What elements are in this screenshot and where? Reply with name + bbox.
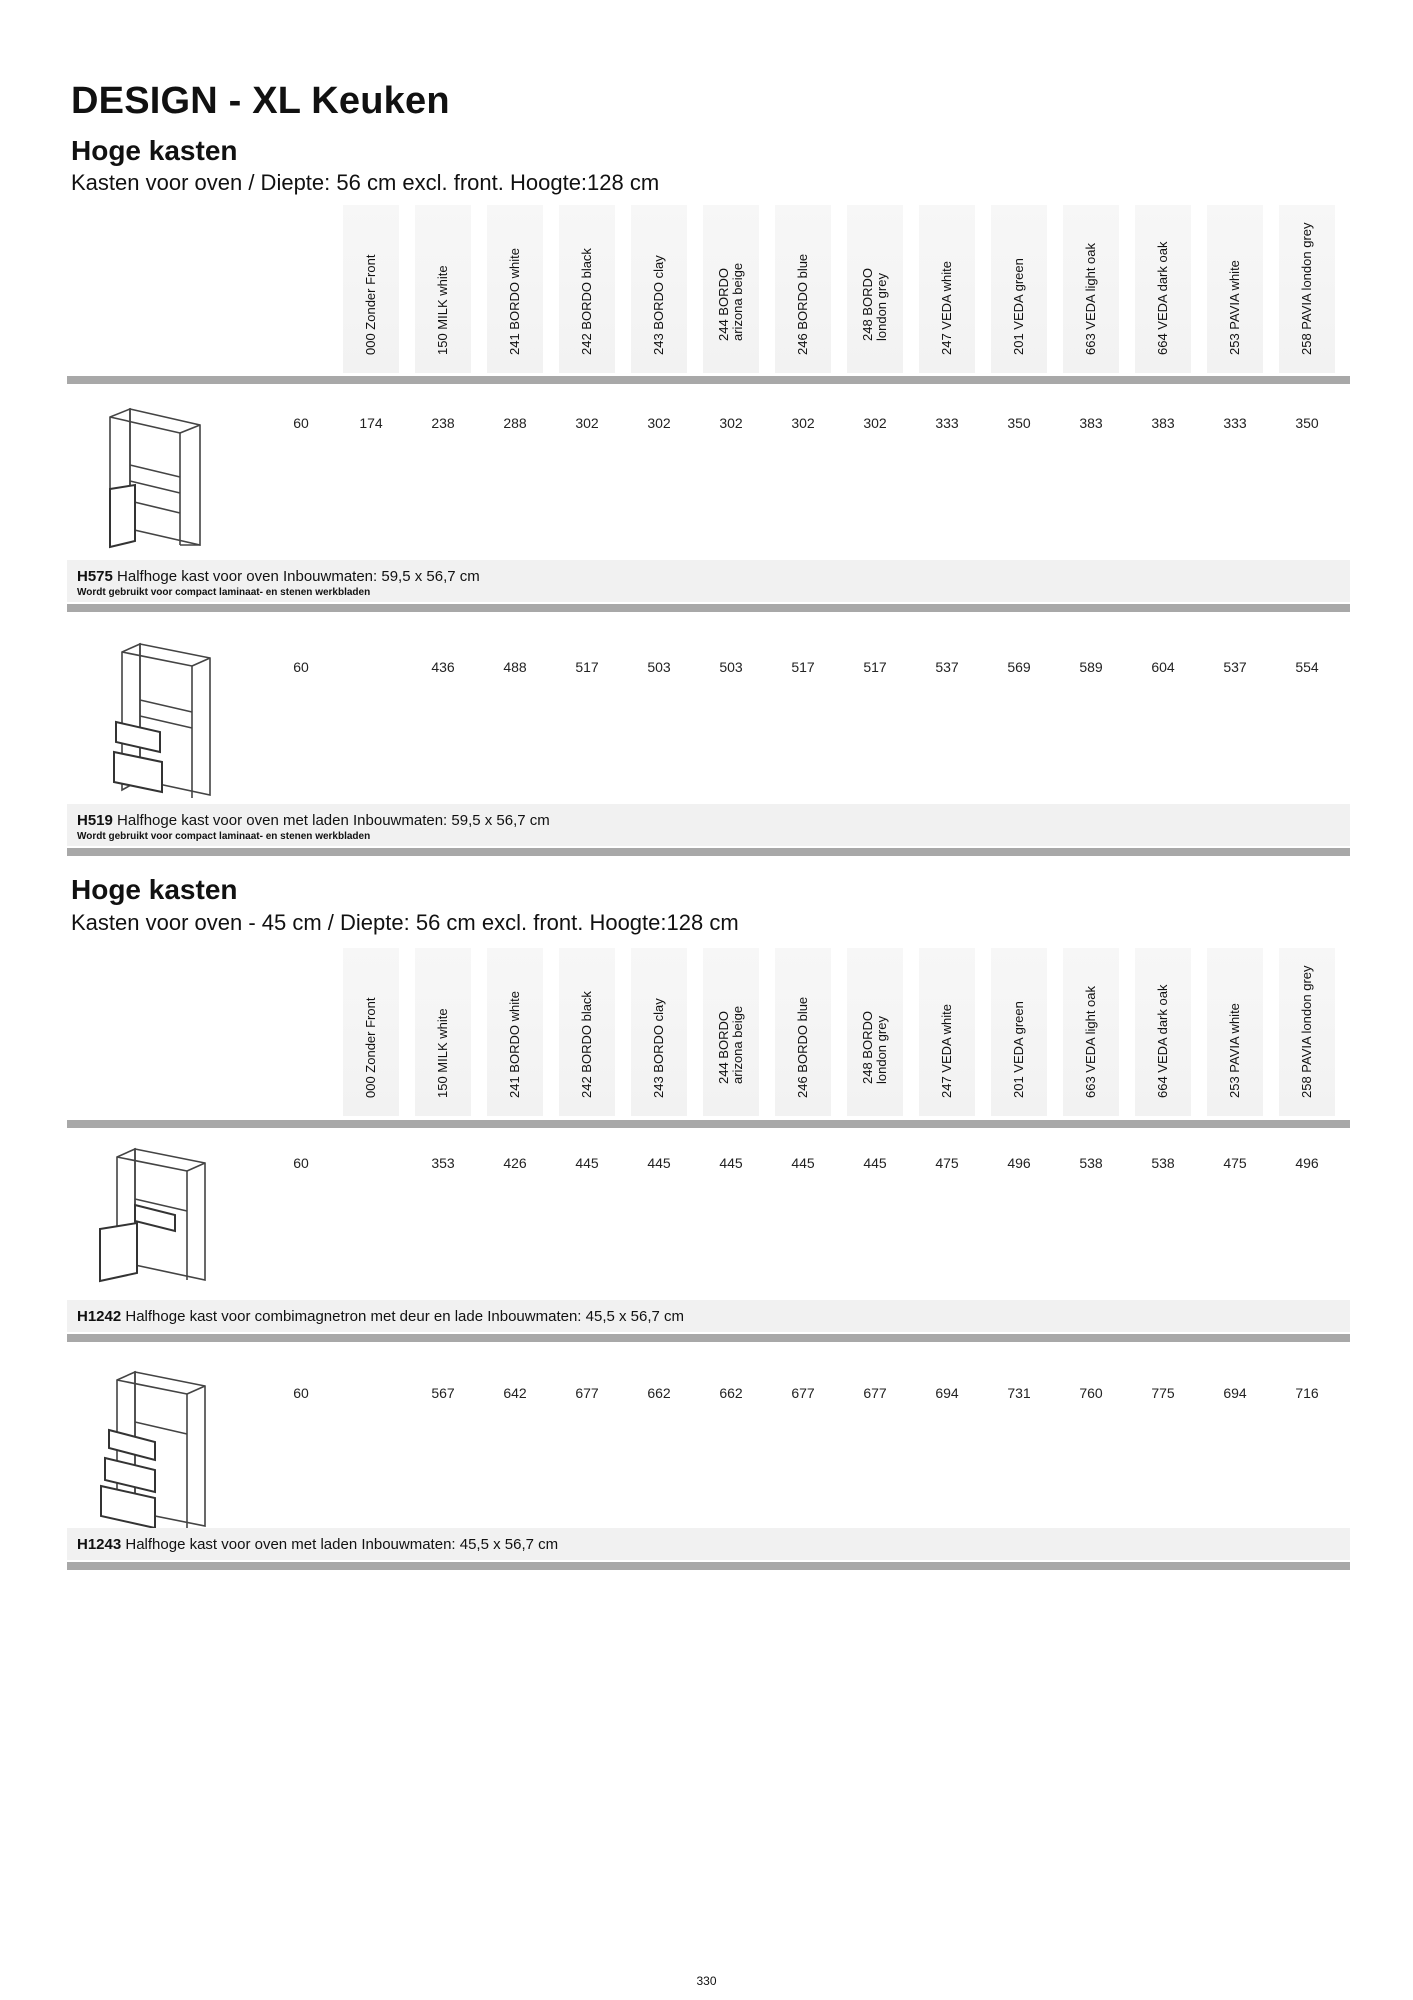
price-cell: 350 (1295, 415, 1319, 431)
column-header (919, 948, 975, 1116)
price-cell: 642 (503, 1385, 527, 1401)
price-cell: 537 (1223, 659, 1247, 675)
column-header (631, 205, 687, 373)
price-cell: 604 (1151, 659, 1175, 675)
column-header-label: 247 VEDA white (939, 261, 954, 355)
column-header (559, 205, 615, 373)
divider (67, 1562, 1350, 1570)
column-header-label: 241 BORDO white (507, 248, 522, 355)
cabinet-illustration-icon (90, 405, 220, 550)
price-cell: 350 (1007, 415, 1031, 431)
column-header-label: 201 VEDA green (1011, 1001, 1026, 1098)
price-cell: 538 (1079, 1155, 1103, 1171)
price-cell: 475 (1223, 1155, 1247, 1171)
divider (67, 848, 1350, 856)
product-caption (67, 1528, 1350, 1560)
price-cell: 333 (1223, 415, 1247, 431)
product-description: Halfhoge kast voor oven met laden Inbouwmaten: 45,5 x 56,7 cm (125, 1536, 559, 1553)
price-cell: 488 (503, 659, 527, 675)
price-cell: 302 (863, 415, 887, 431)
column-header (343, 948, 399, 1116)
price-cell: 677 (791, 1385, 815, 1401)
column-header-label: 663 VEDA light oak (1083, 242, 1098, 355)
column-header (1207, 948, 1263, 1116)
column-header (343, 205, 399, 373)
product-description: Halfhoge kast voor combimagnetron met deur en lade Inbouwmaten: 45,5 x 56,7 cm (125, 1308, 685, 1325)
width-value: 60 (293, 1155, 309, 1171)
price-cell: 445 (719, 1155, 743, 1171)
product-note: Wordt gebruikt voor compact laminaat- en stenen werkbladen (77, 831, 371, 842)
divider (67, 604, 1350, 612)
width-value: 60 (293, 659, 309, 675)
column-header-label: 244 BORDO arizona beige (716, 1005, 745, 1084)
width-value: 60 (293, 415, 309, 431)
column-header-label: 663 VEDA light oak (1083, 985, 1098, 1098)
price-cell: 496 (1295, 1155, 1319, 1171)
price-cell: 775 (1151, 1385, 1175, 1401)
section-subheading: Kasten voor oven / Diepte: 56 cm excl. front. Hoogte:128 cm (71, 170, 660, 195)
column-header (415, 948, 471, 1116)
column-header (1063, 205, 1119, 373)
column-header-label: 247 VEDA white (939, 1004, 954, 1098)
price-cell: 238 (431, 415, 455, 431)
price-cell: 537 (935, 659, 959, 675)
width-value: 60 (293, 1385, 309, 1401)
cabinet-illustration-icon (95, 1145, 215, 1285)
column-header (631, 948, 687, 1116)
column-header-label: 246 BORDO blue (795, 253, 810, 355)
price-cell: 677 (575, 1385, 599, 1401)
product-description: Halfhoge kast voor oven met laden Inbouwmaten: 59,5 x 56,7 cm (117, 812, 550, 829)
column-header (1135, 205, 1191, 373)
column-header-label: 246 BORDO blue (795, 996, 810, 1098)
column-header-label: 150 MILK white (435, 1008, 450, 1098)
price-cell: 662 (719, 1385, 743, 1401)
column-header-label: 242 BORDO black (579, 991, 594, 1098)
section-subheading: Kasten voor oven - 45 cm / Diepte: 56 cm excl. front. Hoogte:128 cm (71, 910, 739, 935)
page-number: 330 (696, 1974, 717, 1988)
price-cell: 302 (719, 415, 743, 431)
column-header (1279, 948, 1335, 1116)
cabinet-illustration-icon (110, 640, 220, 800)
column-header (1063, 948, 1119, 1116)
price-cell: 569 (1007, 659, 1031, 675)
column-header-label: 241 BORDO white (507, 991, 522, 1098)
column-header-label: 253 PAVIA white (1227, 260, 1242, 355)
column-header-label: 000 Zonder Front (363, 997, 378, 1098)
column-header-label: 242 BORDO black (579, 248, 594, 355)
column-header (775, 205, 831, 373)
price-cell: 445 (791, 1155, 815, 1171)
price-cell: 677 (863, 1385, 887, 1401)
price-cell: 302 (647, 415, 671, 431)
column-header (703, 948, 759, 1116)
column-header-label: 243 BORDO clay (651, 998, 666, 1098)
product-code: H1242 (77, 1308, 122, 1325)
column-header-label: 248 BORDO london grey (860, 1011, 889, 1084)
price-cell: 475 (935, 1155, 959, 1171)
column-header (1135, 948, 1191, 1116)
column-header (703, 205, 759, 373)
column-header-label: 150 MILK white (435, 265, 450, 355)
cabinet-illustration-icon (95, 1368, 215, 1533)
column-header-label: 000 Zonder Front (363, 254, 378, 355)
divider (67, 1120, 1350, 1128)
price-cell: 436 (431, 659, 455, 675)
price-cell: 517 (791, 659, 815, 675)
price-cell: 503 (647, 659, 671, 675)
price-cell: 517 (863, 659, 887, 675)
price-cell: 589 (1079, 659, 1103, 675)
price-cell: 731 (1007, 1385, 1031, 1401)
product-description: Halfhoge kast voor oven Inbouwmaten: 59,5 x 56,7 cm (117, 568, 480, 585)
price-cell: 383 (1079, 415, 1103, 431)
divider (67, 1334, 1350, 1342)
price-cell: 302 (575, 415, 599, 431)
price-cell: 496 (1007, 1155, 1031, 1171)
price-cell: 302 (791, 415, 815, 431)
price-cell: 760 (1079, 1385, 1103, 1401)
column-header (775, 948, 831, 1116)
price-cell: 174 (359, 415, 383, 431)
column-header (991, 948, 1047, 1116)
price-cell: 716 (1295, 1385, 1319, 1401)
column-header (487, 205, 543, 373)
price-cell: 288 (503, 415, 527, 431)
column-header-label: 664 VEDA dark oak (1155, 984, 1170, 1098)
column-header (991, 205, 1047, 373)
column-header-label: 664 VEDA dark oak (1155, 241, 1170, 355)
divider (67, 376, 1350, 384)
price-cell: 538 (1151, 1155, 1175, 1171)
price-cell: 517 (575, 659, 599, 675)
column-header-label: 258 PAVIA london grey (1299, 965, 1314, 1098)
section-heading: Hoge kasten (71, 874, 238, 905)
price-cell: 445 (647, 1155, 671, 1171)
product-caption (67, 1300, 1350, 1332)
column-header (487, 948, 543, 1116)
product-caption (67, 560, 1350, 602)
price-cell: 383 (1151, 415, 1175, 431)
column-header-label: 253 PAVIA white (1227, 1003, 1242, 1098)
price-cell: 567 (431, 1385, 455, 1401)
price-cell: 353 (431, 1155, 455, 1171)
column-header-label: 201 VEDA green (1011, 258, 1026, 355)
product-code: H519 (77, 812, 113, 829)
price-cell: 445 (575, 1155, 599, 1171)
product-caption (67, 804, 1350, 846)
product-note: Wordt gebruikt voor compact laminaat- en stenen werkbladen (77, 587, 371, 598)
column-header-label: 248 BORDO london grey (860, 268, 889, 341)
page-title: DESIGN - XL Keuken (71, 80, 450, 122)
price-cell: 662 (647, 1385, 671, 1401)
column-header-label: 243 BORDO clay (651, 255, 666, 355)
column-header-label: 244 BORDO arizona beige (716, 262, 745, 341)
column-header (415, 205, 471, 373)
column-header (919, 205, 975, 373)
price-cell: 503 (719, 659, 743, 675)
product-code: H1243 (77, 1536, 122, 1553)
column-header (1279, 205, 1335, 373)
section-heading: Hoge kasten (71, 135, 238, 166)
price-cell: 445 (863, 1155, 887, 1171)
price-cell: 554 (1295, 659, 1319, 675)
column-header (559, 948, 615, 1116)
column-header (847, 948, 903, 1116)
product-code: H575 (77, 568, 113, 585)
column-header (847, 205, 903, 373)
price-cell: 333 (935, 415, 959, 431)
column-header-label: 258 PAVIA london grey (1299, 222, 1314, 355)
price-cell: 694 (1223, 1385, 1247, 1401)
column-header (1207, 205, 1263, 373)
price-cell: 694 (935, 1385, 959, 1401)
price-cell: 426 (503, 1155, 527, 1171)
